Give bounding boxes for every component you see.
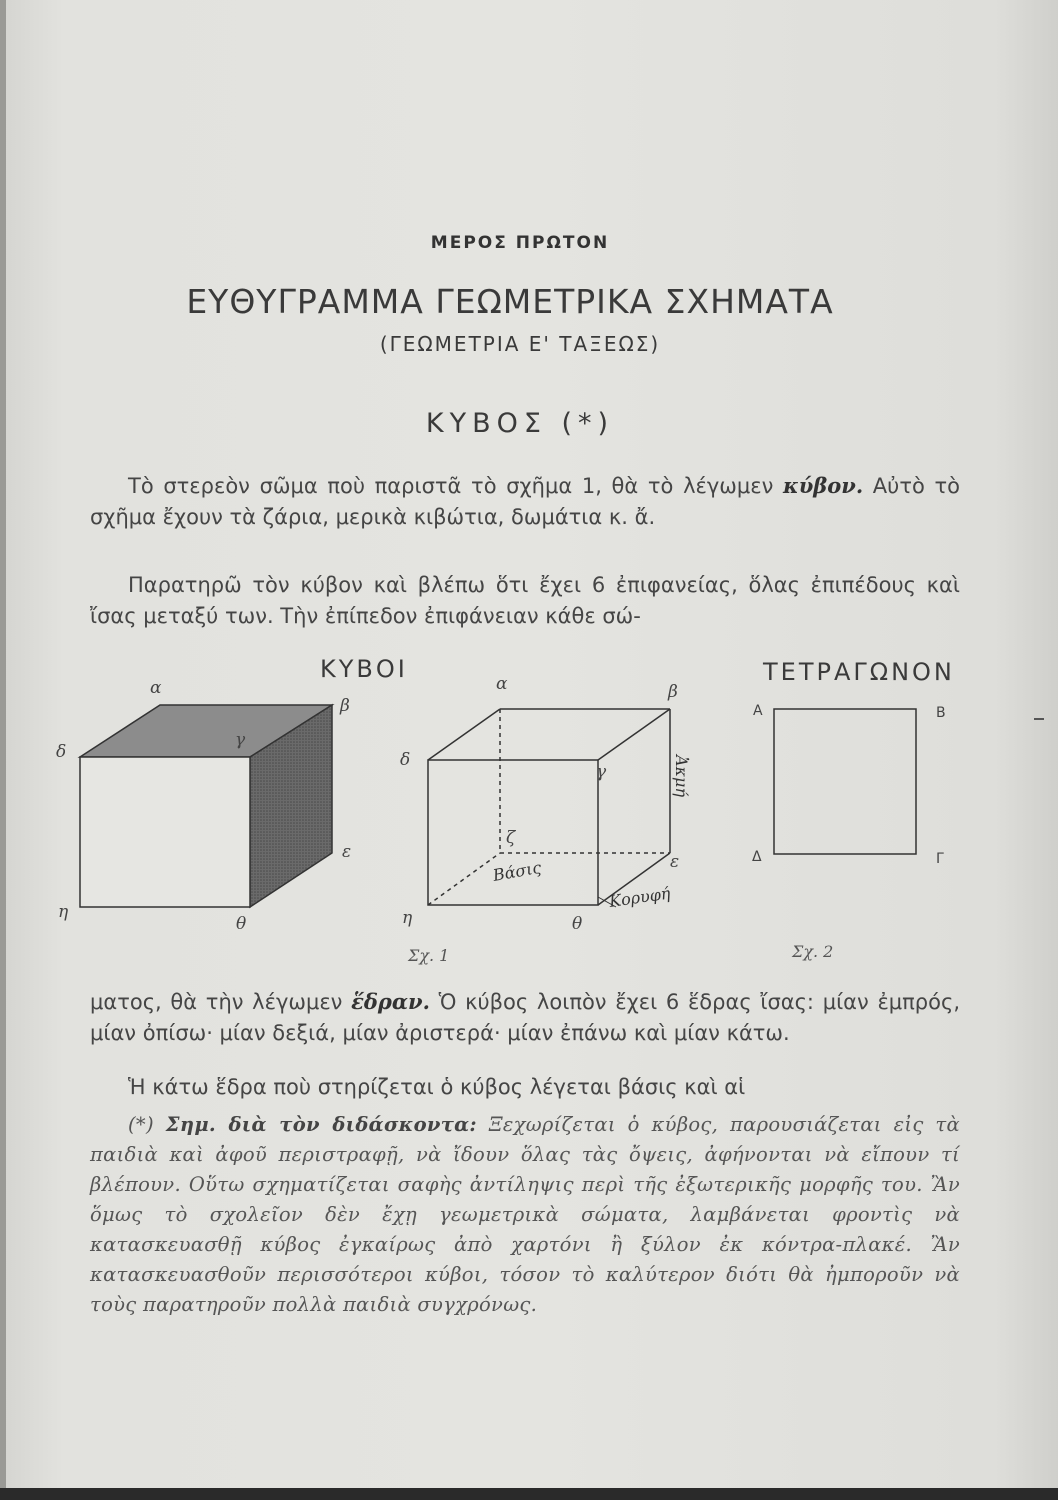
- cube1-vertex-th: θ: [236, 914, 247, 934]
- square-vertex-D: Δ: [752, 849, 762, 865]
- cube2-vertex-d: δ: [400, 750, 411, 770]
- term-edra: ἕδραν.: [351, 989, 430, 1014]
- paragraph-3-text-a: ματος, θὰ τὴν λέγωμεν: [90, 990, 352, 1014]
- square-shape: [774, 709, 916, 854]
- cube2-vertex-g: γ: [596, 762, 607, 782]
- cube1-vertex-g: γ: [235, 730, 246, 750]
- cube-solid-front-face: [80, 757, 250, 907]
- cube-wireframe: [428, 709, 670, 907]
- caption-figure-2: Σχ. 2: [792, 942, 834, 961]
- footnote-text: Ξεχωρίζεται ὁ κύβος, παρουσιάζεται εἰς τὰ παιδιὰ καὶ ἀφοῦ περιστραφῇ, νὰ ἴδουν ὅλας τὰς ὄψεις, ἀφήνονται νὰ εἴπουν τί βλέπουν. Οὕτω σχηματίζεται σαφὴς ἀντίληψις περὶ τῆς ἐξωτερικῆς μορφῆς του. Ἂν ὅμως τὸ σχολεῖον δὲν ἔχῃ γεωμετρικὰ σώματα, λαμβάνεται φροντὶς νὰ κατασκευασθῇ κύβος ἐγκαίρως ἀπὸ χαρτόνι ἢ ξύλον ἐκ κόντρα-πλακέ. Ἂν κατασκευασθοῦν περισσότεροι κύβοι, τόσον τὸ καλύτερον διότι θὰ ἠμποροῦν νὰ τοὺς παρατηροῦν πολλὰ παιδιὰ συγχρόνως.: [90, 1113, 960, 1316]
- chapter-subtitle: (ΓΕΩΜΕΤΡΙΑ Ε' ΤΑΞΕΩΣ): [379, 332, 661, 356]
- cube2-vertex-a: α: [496, 674, 508, 694]
- cube-solid: [56, 678, 351, 934]
- cube2-vertex-b: β: [668, 682, 678, 702]
- figure-title-cubes: ΚΥΒΟΙ: [320, 655, 408, 683]
- cube2-vertex-h: η: [402, 908, 413, 928]
- page-edge-bottom: [0, 1488, 1058, 1500]
- footnote-mark: (*): [128, 1113, 154, 1136]
- figure-title-square: ΤΕΤΡΑΓΩΝΟΝ: [763, 658, 955, 686]
- cube2-vertex-th: θ: [572, 914, 583, 934]
- caption-figure-1: Σχ. 1: [408, 946, 450, 965]
- paragraph-3-text-b: Ὁ κύβος λοιπὸν ἔχει 6 ἕδρας ἴσας: μίαν ἐμπρός, μίαν ὀπίσω· μίαν δεξιά, μίαν ἀριστερά· μίαν ἐπάνω καὶ μίαν κάτω.: [90, 990, 960, 1045]
- chapter-title: ΕΥΘΥΓΡΑΜΜΑ ΓΕΩΜΕΤΡΙΚΑ ΣΧΗΜΑΤΑ: [186, 282, 834, 321]
- cube1-vertex-h: η: [58, 902, 69, 922]
- margin-mark: [1034, 718, 1044, 720]
- paragraph-1-text-a: Τὸ στερεὸν σῶμα ποὺ παριστᾶ τὸ σχῆμα 1, θὰ τὸ λέγωμεν: [128, 474, 783, 498]
- square-vertex-B: Β: [936, 705, 946, 721]
- paragraph-1: [90, 470, 960, 533]
- cube1-vertex-e: ε: [342, 842, 352, 862]
- footnote: [90, 1110, 960, 1320]
- cube2-edge: [598, 709, 670, 760]
- paragraph-2: Παρατηρῶ τὸν κύβον καὶ βλέπω ὅτι ἔχει 6 ἐπιφανείας, ὅλας ἐπιπέδους καὶ ἴσας μεταξύ των. Τὴν ἐπίπεδον ἐπιφάνειαν κάθε σώ-: [90, 573, 960, 628]
- term-kyvos: κύβον.: [782, 473, 864, 498]
- cube1-vertex-b: β: [340, 696, 350, 716]
- cube2-vertex-e: ε: [670, 852, 680, 872]
- figure-svg: [50, 645, 990, 975]
- paragraph-1-text-b: Αὐτὸ τὸ σχῆμα ἔχουν τὰ ζάρια, μερικὰ κιβώτια, δωμάτια κ. ἄ.: [90, 474, 960, 529]
- section-title: ΚΥΒΟΣ (*): [425, 408, 615, 439]
- paragraph-4: Ἡ κάτω ἕδρα ποὺ στηρίζεται ὁ κύβος λέγεται βάσις καὶ αἱ: [128, 1075, 746, 1099]
- cube2-hidden-edge: [428, 853, 500, 905]
- square-vertex-C: Γ: [936, 851, 944, 867]
- page-edge-left: [0, 0, 6, 1500]
- square-vertex-A: Α: [753, 703, 763, 719]
- cube2-edge: [428, 709, 500, 760]
- part-title: ΜΕΡΟΣ ΠΡΩΤΟΝ: [430, 233, 610, 253]
- cube2-vertex-z: ζ: [506, 828, 516, 848]
- paragraph-3: [90, 986, 960, 1049]
- annotation-vertex: Κορυφή: [607, 883, 672, 911]
- footnote-label: Σημ. διὰ τὸν διδάσκοντα:: [165, 1113, 477, 1136]
- annotation-edge: Ἀκμή: [672, 755, 691, 798]
- cube1-vertex-a: α: [150, 678, 162, 698]
- annotation-base: Βάσις: [491, 857, 543, 885]
- cube1-vertex-d: δ: [56, 742, 67, 762]
- figure-cubes-square: [50, 645, 990, 975]
